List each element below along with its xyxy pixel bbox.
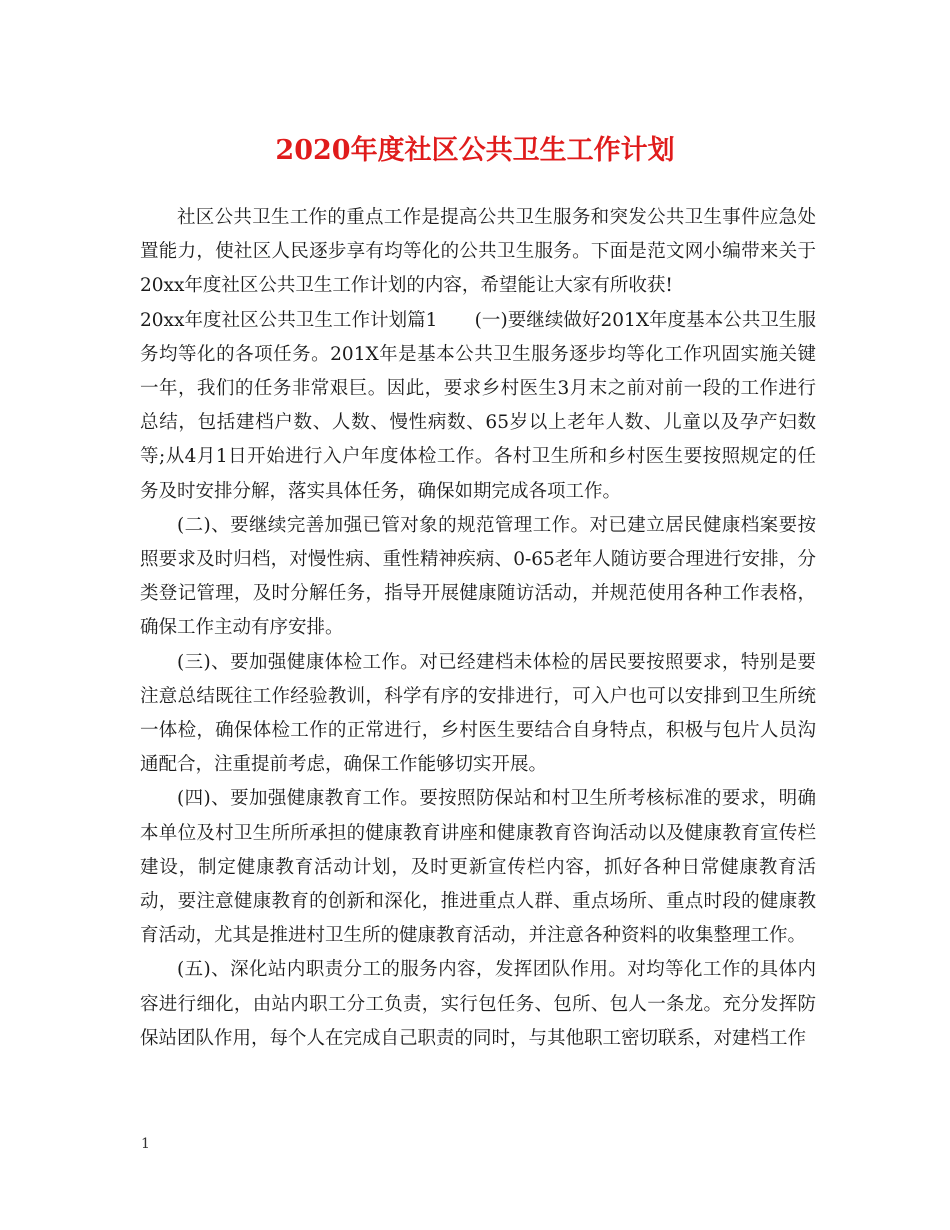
paragraph-section-3: (三)、要加强健康体检工作。对已经建档未体检的居民要按照要求，特别是要注意总结既往工作经验教训，科学有序的安排进行，可入户也可以安排到卫生所统一体检，确保体检工作的正常进行，乡村医生要结合自身特点，积极与包片人员沟通配合，注重提前考虑，确保工作能够切实开展。 xyxy=(140,651,816,776)
paragraph-section-4: (四)、要加强健康教育工作。要按照防保站和村卫生所考核标准的要求，明确本单位及村卫生所所承担的健康教育讲座和健康教育咨询活动以及健康教育宣传栏建设，制定健康教育活动计划，及时更新宣传栏内容，抓好各种日常健康教育活动，要注意健康教育的创新和深化，推进重点人群、重点场所、重点时段的健康教育活动，尤其是推进村卫生所的健康教育活动，并注意各种资料的收集整理工作。 xyxy=(140,788,816,947)
document-body xyxy=(140,201,816,1056)
document-title: 2020年度社区公共卫生工作计划 xyxy=(275,135,675,166)
page-number: 1 xyxy=(141,1136,150,1152)
paragraph-section-2: (二)、要继续完善加强已管对象的规范管理工作。对已建立居民健康档案要按照要求及时归档，对慢性病、重性精神疾病、0-65老年人随访要合理进行安排，分类登记管理，及时分解任务，指导开展健康随访活动，并规范使用各种工作表格，确保工作主动有序安排。 xyxy=(140,514,816,639)
paragraph-section-1: 20xx年度社区公共卫生工作计划篇1 (一)要继续做好201X年度基本公共卫生服务均等化的各项任务。201X年是基本公共卫生服务逐步均等化工作巩固实施关键一年，我们的任务非常艰巨。因此，要求乡村医生3月末之前对前一段的工作进行总结，包括建档户数、人数、慢性病数、65岁以上老年人数、儿童以及孕产妇数等;从4月1日开始进行入户年度体检工作。各村卫生所和乡村医生要按照规定的任务及时安排分解，落实具体任务，确保如期完成各项工作。 xyxy=(140,309,816,502)
paragraph-section-5: (五)、深化站内职责分工的服务内容，发挥团队作用。对均等化工作的具体内容进行细化，由站内职工分工负责，实行包任务、包所、包人一条龙。充分发挥防保站团队作用，每个人在完成自己职责的同时，与其他职工密切联系，对建档工作 xyxy=(140,959,816,1049)
paragraph-intro: 社区公共卫生工作的重点工作是提高公共卫生服务和突发公共卫生事件应急处置能力，使社区人民逐步享有均等化的公共卫生服务。下面是范文网小编带来关于20xx年度社区公共卫生工作计划的内容，希望能让大家有所收获! xyxy=(140,207,816,297)
